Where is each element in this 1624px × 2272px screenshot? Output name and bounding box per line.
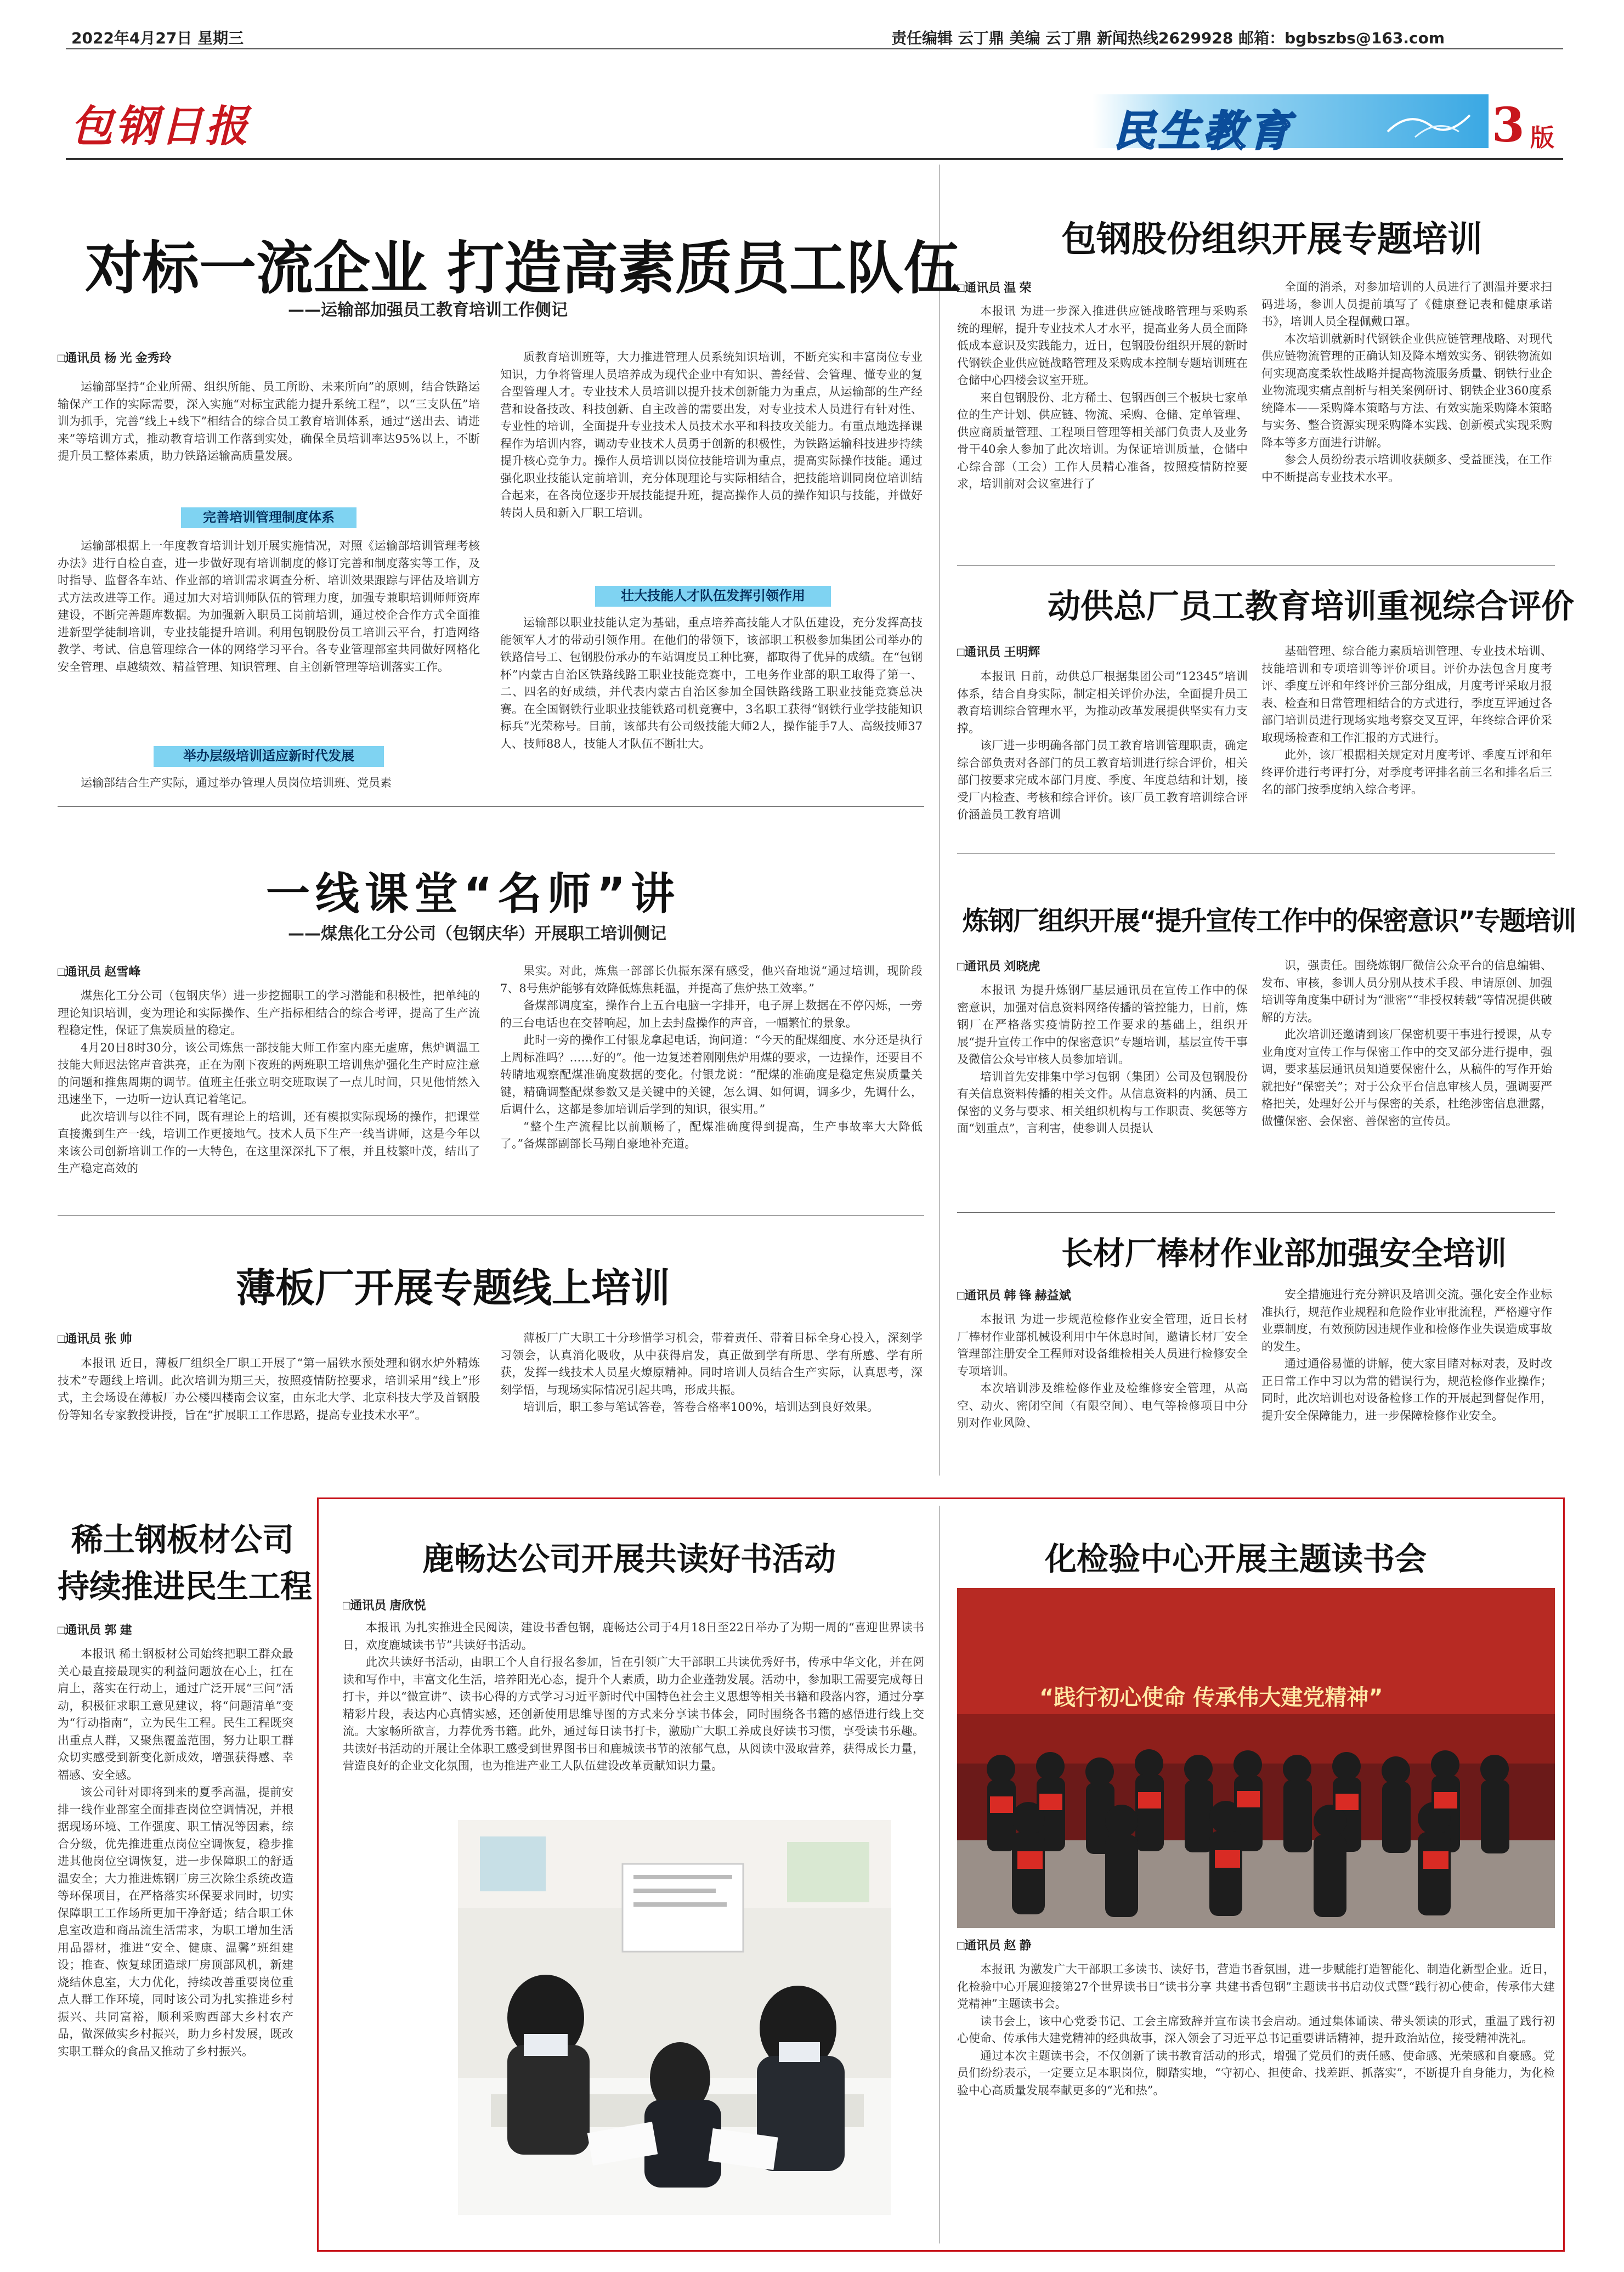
a8-byline: □通讯员 郭 建 xyxy=(58,1623,132,1637)
a2-byline: □通讯员 温 荣 xyxy=(957,281,1032,295)
section-title: 民生教育 xyxy=(1113,106,1293,155)
header-editors: 责任编辑 云丁鼎 美编 云丁鼎 新闻热线2629928 邮箱：bgbszbs@163.com xyxy=(891,29,1445,47)
a3-byline: □通讯员 王明辉 xyxy=(957,645,1040,659)
a1-column-1b: 运输部根据上一年度教育培训计划开展实施情况，对照《运输部培训管理考核办法》进行自检自查，进一步做好现有培训制度的修订完善和制度落实等工作，及时指导、监督各车站、作业部的培训需求调查分析、培训效果跟踪与评估及培训方式方法改进等工作。通过加大对培训师队伍的管理力度，加强专兼职培训师师资库建设，不断完善题库数据。为加强新入职员工岗前培训，通过校企合作方式全面推进新型学徒制培训，专业技能提升培训。利用包钢股份员工培训云平台，打造网络教学、考试、信息管理综合一体的网络学习平台。各专业管理部室共同做好网格化安全管理、卓越绩效、精益管理、知识管理、自主创新管理等培训落实工作。 xyxy=(58,539,480,674)
a8-title-line-2: 持续推进民生工程 xyxy=(58,1568,313,1605)
a2-column-1: 本报讯 为进一步深入推进供应链战略管理与采购系统的理解，提升专业技术人才水平，提高业务人员全面降低成本意识及实践能力，近日，包钢股份组织开展的新时代钢铁企业供应链战略管理及采购成本控制专题培训班在仓储中心四楼会议室开班。 来自包钢股份、北方稀土、包钢西创三个板块七家单位的生产计划、供应链、物流、采购、仓储、定单管理、供应商质量管理、工程项目管理等相关部门负责人及业务骨干40余人参加了此次培训。为保证培训质量，仓储中心综合部（工会）工作人员精心准备，按照疫情防控要求，培训前对会议室进行了 xyxy=(957,304,1248,490)
a1-column-1: 运输部坚持“企业所需、组织所能、员工所盼、未来所向”的原则，结合铁路运输保产工作的实际需要，深入实施“对标宝武能力提升系统工程”，以“三支队伍”培训为抓手，完善“线上+线下”相结合的综合员工教育培训体系，通过“送出去、请进来”等培训方式，推动教育培训工作落到实处，确保全员培训率达95%以上，不断提升员工整体素质，助力铁路运输高质量发展。 xyxy=(58,380,480,462)
a5-title: 炼钢厂组织开展“提升宣传工作中的保密意识”专题培训 xyxy=(963,906,1576,936)
page-number: 3 xyxy=(1492,98,1525,153)
a1-column-1c: 运输部结合生产实际，通过举办管理人员岗位培训班、党员素 xyxy=(81,776,392,789)
a1-title: 对标一流企业 打造高素质员工队伍 xyxy=(85,235,961,302)
a6-column-1: 本报讯 近日，薄板厂组织全厂职工开展了“第一届铁水预处理和钢水炉外精炼技术”专题线上培训。此次培训为期三天，按照疫情防控要求，培训采用“线上”形式，主会场设在薄板厂办公楼四楼南会议室，由东北大学、北京科技大学及首钢股份等知名专家教授讲授，旨在“扩展职工工作思路，提高专业技术水平”。 xyxy=(58,1357,480,1422)
a1-tag-3: 壮大技能人才队伍发挥引领作用 xyxy=(595,586,831,607)
newspaper-logo: 包钢日报 xyxy=(70,101,251,151)
a6-byline: □通讯员 张 帅 xyxy=(58,1332,132,1346)
a4-column-1: 煤焦化工分公司（包钢庆华）进一步挖掘职工的学习潜能和积极性，把单纯的理论知识培训，变为理论和实际操作、生产指标相结合的综合考评，提高了生产流程稳定性，保证了焦炭质量的稳定。 4月20日8时30分，该公司炼焦一部技能大师工作室内座无虚席，焦炉调温工技能大师迟法铭声音洪亮，正在为刚下夜班的两班职工培训焦炉强化生产时应注意的问题和推焦周期的调节。值班主任张立明交班取误了一点儿时间，只见他悄然入迅速坐下，一边听一边认真记着笔记。 此次培训与以往不同，既有理论上的培训，还有模拟实际现场的操作，把课堂直接搬到生产一线，培训工作更接地气。技术人员下生产一线当讲师，这是今年以来该公司创新培训工作的一大特色，在这里深深扎下了根，并且枝繁叶茂，结出了生产稳定高效的 xyxy=(58,989,480,1175)
a3-column-2: 基础管理、综合能力素质培训管理、专业技术培训、技能培训和专项培训等评价项目。评价办法包含月度考评、季度互评和年终评价三部分组成，月度考评采取月报表、检查和日常管理相结合的方式进行，季度互评通过各部门培训员进行现场实地考察交叉互评，年终综合评价采取现场检查和工作汇报的方式进行。 此外，该厂根据相关规定对月度考评、季度互评和年终评价进行考评打分，对季度考评排名前三名和排名后三名的部门按季度纳入综合考评。 xyxy=(1261,645,1552,796)
a10-column-1: 本报讯 为激发广大干部职工多读书、读好书，营造书香氛围，进一步赋能打造智能化、制造化新型企业。近日，化检验中心开展迎接第27个世界读书日“读书分享 共建书香包钢”主题读书书启动仪式暨“践行初心使命，传承伟大建党精神”主题读书会。 读书会上，该中心党委书记、工会主席致辞并宣布读书会启动。通过集体诵读、带头领读的形式，重温了践行初心使命、传承伟大建党精神的经典故事，深入领会了习近平总书记重要讲话精神，提升政治站位，接受精神洗礼。 通过本次主题读书会，不仅创新了读书教育活动的形式，增强了党员们的责任感、使命感、光荣感和自豪感。党员们纷纷表示，一定要立足本职岗位，脚踏实地，“守初心、担使命、找差距、抓落实”，不断提升自身能力，为化检验中心高质量发展奉献更多的“光和热”。 xyxy=(957,1963,1555,2097)
a2-title: 包钢股份组织开展专题培训 xyxy=(1061,219,1482,260)
a6-title: 薄板厂开展专题线上培训 xyxy=(236,1265,671,1311)
a7-column-2: 安全措施进行充分辨识及培训交流。强化安全作业标准执行，规范作业规程和危险作业审批流程，严格遵守作业票制度，有效预防因违规作业和检修作业失误造成事故的发生。 通过通俗易懂的讲解，使大家目睹对标对表，及时改正日常工作中习以为常的错误行为，规范检修作业操作；同时，此次培训也对设备检修工作的开展起到督促作用，提升安全保障能力，进一步保障检修作业安全。 xyxy=(1261,1288,1552,1422)
a4-title: 一线课堂“名师”讲 xyxy=(266,868,681,919)
header-date: 2022年4月27日 星期三 xyxy=(71,29,244,47)
page-unit: 版 xyxy=(1530,124,1554,152)
a1-column-2b: 运输部以职业技能认定为基础，重点培养高技能人才队伍建设，充分发挥高技能领军人才的带动引领作用。在他们的带领下，该部职工积极参加集团公司举办的铁路信号工、包钢股份承办的车站调度员工种比赛，都取得了优异的成绩。在“包钢杯”内蒙古自治区铁路线路工职业技能竞赛中，工电务作业部的职工取得了第一、二、四名的好成绩，并代表内蒙古自治区参加全国铁路线路工职业技能竞赛总决赛。在全国钢铁行业职业技能铁路司机竞赛中，3名职工获得“钢铁行业学技能知识标兵”光荣称号。目前，该部共有公司级技能大师2人，操作能手7人、高级技师37人、技师88人，技能人才队伍不断壮大。 xyxy=(500,616,923,750)
a1-tag-2: 举办层级培训适应新时代发展 xyxy=(154,746,384,767)
a1-column-2: 质教育培训班等，大力推进管理人员系统知识培训，不断充实和丰富岗位专业知识，力争将管理人员培养成为现代企业中有知识、善经营、会管理、懂专业的复合型管理人才。专业技术人员培训以提升技术创新能力为重点，从运输部的生产经营和设备技改、科技创新、自主改善的需要出发，对专业技术人员进行有针对性、专业性的培训，全面提升专业技术人员技术水平和科技攻关能力。有重点地选择课程作为培训内容，调动专业技术人员勇于创新的积极性，为铁路运输科技进步持续提升核心竞争力。操作人员培训以岗位技能培训为重点，提高实际操作技能。通过强化职业技能认定前培训，充分体现理论与实际相结合，把技能培训同岗位培训结合起来，在各岗位逐步开展技能提升班，提高操作人员的操作知识与技能，并做好转岗人员和新入厂职工培训。 xyxy=(500,351,923,519)
a10-byline: □通讯员 赵 静 xyxy=(957,1938,1032,1952)
a2-column-2: 全面的消杀，对参加培训的人员进行了测温并要求扫码进场，参训人员提前填写了《健康登记表和健康承诺书》，培训人员全程佩戴口罩。 本次培训就新时代钢铁企业供应链管理战略、对现代供应链物流管理的正确认知及降本增效实务、钢铁物流如何实现高度柔软性战略并提高物流服务质量、钢铁行业企业物流现实痛点剖析与相关案例研讨、钢铁企业360度系统降本——采购降本策略与方法、有效实施采购降本策略与实务、整合资源实现采购降本实践、创新模式实现采购降本等多方面进行讲解。 参会人员纷纷表示培训收获颇多、受益匪浅，在工作中不断提高专业技术水平。 xyxy=(1261,280,1552,484)
a4-subtitle: ——煤焦化工分公司（包钢庆华）开展职工培训侧记 xyxy=(288,924,666,943)
a1-byline: □通讯员 杨 光 金秀玲 xyxy=(58,351,172,365)
a5-column-2: 识，强责任。围绕炼钢厂微信公众平台的信息编辑、发布、审核，参训人员分别从技术手段、申请原创、加强培训等角度集中研讨为“泄密”“非授权转载”等情况提供破解的方法。 此次培训还邀请到该厂保密机要干事进行授课，从专业角度对宣传工作与保密工作中的交叉部分进行提申，强调，要求基层通讯员知道要保密什么，从稿件的写作开始就把好“保密关”；对于公众平台信息审核人员，强调要严格把关，处理好公开与保密的关系，杜绝涉密信息泄露，做懂保密、会保密、善保密的宣传员。 xyxy=(1261,959,1552,1128)
a9-byline: □通讯员 唐欣悦 xyxy=(343,1598,426,1612)
a8-title-line-1: 稀土钢板材公司 xyxy=(71,1521,295,1558)
a1-subtitle: ——运输部加强员工教育培训工作侧记 xyxy=(288,301,568,320)
a10-reading-session-photo xyxy=(957,1588,1555,1928)
a5-byline: □通讯员 刘晓虎 xyxy=(957,959,1040,973)
a6-column-2: 薄板厂广大职工十分珍惜学习机会，带着责任、带着目标全身心投入，深刻学习领会，认真消化吸收，从中获得启发，真正做到学有所思、学有所感、学有所获，发挥一线技术人员星火燎原精神。同时培训人员结合生产实际，认真思考，深刻学悟，与现场实际情况引起共鸣，形成共振。 培训后，职工参与笔试答卷，答卷合格率100%，培训达到良好效果。 xyxy=(500,1331,923,1414)
a1-tag-1: 完善培训管理制度体系 xyxy=(181,507,357,528)
section-cranes-decoration xyxy=(1382,99,1486,145)
a9-column-1: 本报讯 为扎实推进全民阅读，建设书香包钢，鹿畅达公司于4月18日至22日举办了为期一周的“喜迎世界读书日，欢度鹿城读书节”共读好书活动。 此次共读好书活动，由职工个人自行报名参加，旨在引领广大干部职工共读优秀好书，传承中华文化，并在阅读和写作中，丰富文化生活，培养阳光心态，提升个人素质，助力企业蓬勃发展。活动中，参加职工需要完成每日打卡，并以“微宣讲”、读书心得的方式学习习近平新时代中国特色社会主义思想等相关书籍和段落内容，通过分享精彩片段，表达内心真情实感，还创新使用思维导图的方式来分享读书体会，同时围绕各书籍的感悟进行线上交流。大家畅所欲言，力荐优秀书籍。此外，通过每日读书打卡，激励广大职工养成良好读书习惯，享受读书乐趣。共读好书活动的开展让全体职工感受到世界图书日和鹿城读书节的浓郁气息，从阅读中汲取营养，获得成长力量，营造良好的企业文化氛围，也为推进产业工人队伍建设改革贡献知识力量。 xyxy=(343,1621,924,1772)
a7-title: 长材厂棒材作业部加强安全培训 xyxy=(1061,1235,1507,1272)
a4-byline: □通讯员 赵雪峰 xyxy=(58,965,141,979)
a10-photo-banner-text: “践行初心使命 传承伟大建党精神” xyxy=(1039,1685,1383,1710)
a7-byline: □通讯员 韩 锋 赫益斌 xyxy=(957,1288,1071,1302)
a7-column-1: 本报讯 为进一步规范检修作业安全管理，近日长材厂棒材作业部机械设利用中午休息时间，邀请长材厂安全管理部注册安全工程师对设备维检相关人员进行检修安全专项培训。 本次培训涉及维检修作业及检维修安全管理，从高空、动火、密闭空间（有限空间）、电气等检修项目中分别对作业风险、 xyxy=(957,1313,1248,1429)
a10-title: 化检验中心开展主题读书会 xyxy=(1045,1540,1427,1578)
a5-column-1: 本报讯 为提升炼钢厂基层通讯员在宣传工作中的保密意识，加强对信息资料网络传播的管控能力，日前，炼钢厂在严格落实疫情防控工作要求的基础上，组织开展“提升宣传工作中的保密意识”专题培训，基层宣传干事及微信公众号审核人员参加培训。 培训首先安排集中学习包钢（集团）公司及包钢股份有关信息资料传播的相关文件。从信息资料的内涵、员工保密的义务与要求、相关组织机构与工作职责、奖惩等方面“划重点”，言利害，使参训人员提认 xyxy=(957,984,1248,1135)
a4-column-2: 果实。对此，炼焦一部部长仇振东深有感受，他兴奋地说“通过培训，现阶段7、8号焦炉能够有效降低炼焦耗温，并提高了焦炉热工效率。” 备煤部调度室，操作台上五台电脑一字排开，电子屏上数据在不停闪烁，一旁的三台电话也在交替响起，加上去封盘操作的声音，一幅繁忙的景象。 此时一旁的操作工付银龙拿起电话，询问道：“今天的配煤细度、水分还是执行上周标准吗？……好的”。他一边复述着刚刚焦炉用煤的要求，一边操作，还要目不转睛地观察配煤准确度数据的变化。付银龙说：“配煤的准确度是稳定焦炭质量关键，精确调整配煤参数又是关键中的关键，怎么调、如何调，调多少，先调什么，后调什么，这都是参加培训后学到的知识，很实用。” “整个生产流程比以前顺畅了，配煤准确度得到提高，生产事故率大大降低了。”备煤部副部长马翔自豪地补充道。 xyxy=(500,964,923,1150)
a9-title: 鹿畅达公司开展共读好书活动 xyxy=(422,1540,836,1578)
a9-reading-photo xyxy=(458,1820,891,2215)
a3-title: 动供总厂员工教育培训重视综合评价 xyxy=(1048,587,1574,626)
a8-column-1: 本报讯 稀土钢板材公司始终把职工群众最关心最直接最现实的利益问题放在心上，扛在肩上，落实在行动上，通过广泛开展“三问”活动，积极征求职工意见建议，将“问题清单”变为“行动指南”，立为民生工程。民生工程既突出重点人群，又聚焦覆盖范围，努力让职工群众切实感受到新变化新成效，增强获得感、幸福感、安全感。 该公司针对即将到来的夏季高温，提前安排一线作业部室全面排查岗位空调情况，并根据现场环境、工作强度、职工情况等因素，综合分级，优先推进重点岗位空调恢复，稳步推进其他岗位空调恢复，进一步保障职工的舒适温安全；大力推进炼钢厂房三次除尘系统改造等环保项目，在严格落实环保要求同时，切实保障职工工作场所更加干净舒适；结合职工休息室改造和商品流生活需求，为职工增加生活用品器材，推进“安全、健康、温馨”班组建设；推查、恢复球团造球厂房顶部风机，新建烧结休息室，大力优化，持续改善重要岗位重点人群工作环境，同时该公司为扎实推进乡村振兴、共同富裕，顺利采购西部大乡村农产品，做深做实乡村振兴，助力乡村发展，既改实职工群众的食品又推动了乡村振兴。 xyxy=(58,1647,293,2058)
a3-column-1: 本报讯 日前，动供总厂根据集团公司“12345”培训体系，结合自身实际，制定相关评价办法，全面提升员工教育培训综合管理水平，为推动改革发展提供坚实有力支撑。 该厂进一步明确各部门员工教育培训管理职责，确定综合部负责对各部门的员工教育培训进行综合评价，相关部门按要求完成本部门月度、季度、年度总结和计划，接受厂内检查、考核和综合评价。该厂员工教育培训综合评价涵盖员工教育培训 xyxy=(957,670,1248,821)
